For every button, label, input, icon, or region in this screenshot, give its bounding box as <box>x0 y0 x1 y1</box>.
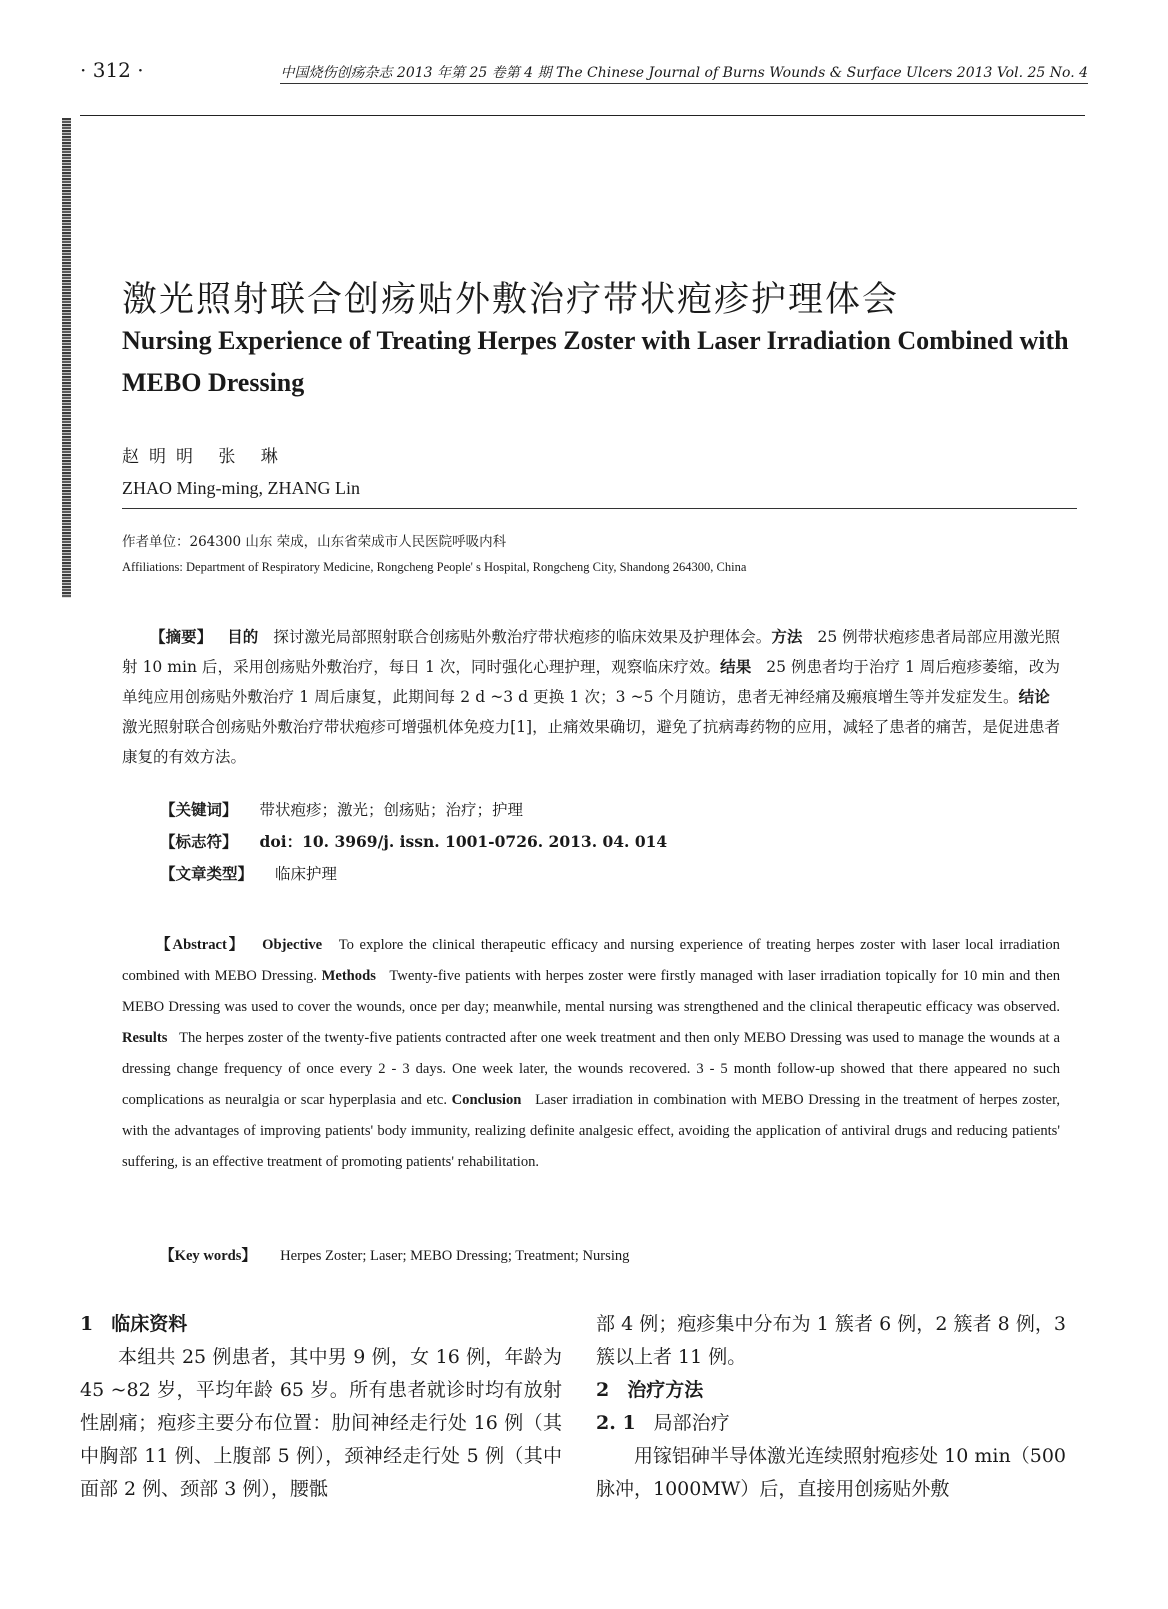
section-1-paragraph: 本组共 25 例患者，其中男 9 例，女 16 例，年龄为 45 ~82 岁，平均年龄 65 岁。所有患者就诊时均有放射性剧痛；疱疹主要分布位置：肋间神经走行处 16 例（其中胸部 11 例、上腹部 5 例），颈神经走行处 5 例（其中面部 2 例、颈部 3 例），腰骶 <box>80 1346 562 1500</box>
page-number: · 312 · <box>80 58 144 82</box>
conclusion-en-text: Laser irradiation in combination with MEBO Dressing in the treatment of herpes zoster, with the advantages of improving patients' body immunity, realizing definite analgesic effect, avoiding the application of antiviral drugs and reducing patients' suffering, is an effective treatment of promoting patients' rehabilitation. <box>122 1092 1061 1170</box>
results-text: 25 例患者均于治疗 1 周后疱疹萎缩，改为单纯应用创疡贴外敷治疗 1 周后康复，此期间每 2 d ~3 d 更换 1 次；3 ~5 个月随访，患者无神经痛及瘢痕增生等并发症发生。 <box>122 658 1060 706</box>
methods-en-label: Methods <box>321 968 376 984</box>
abstract-chinese <box>122 622 1060 772</box>
section-1-heading <box>80 1308 562 1341</box>
body-column-left <box>80 1308 562 1506</box>
author-rule <box>122 508 1077 509</box>
keywords-english <box>160 1244 629 1265</box>
section-1-paragraph-cont: 部 4 例；疱疹集中分布为 1 簇者 6 例，2 簇者 8 例，3 簇以上者 11 例。 <box>596 1313 1066 1368</box>
keywords-value: 带状疱疹；激光；创疡贴；治疗；护理 <box>259 801 524 819</box>
methods-label: 方法 <box>771 627 803 646</box>
header-rule <box>80 115 1085 116</box>
body-column-right <box>596 1308 1066 1506</box>
objective-text: 探讨激光局部照射联合创疡贴外敷治疗带状疱疹的临床效果及护理体会。 <box>273 628 772 646</box>
section-2-number: 2 <box>596 1379 610 1401</box>
methods-text: 25 例带状疱疹患者局部应用激光照射 10 min 后，采用创疡贴外敷治疗，每日 1 次，同时强化心理护理，观察临床疗效。 <box>122 628 1060 676</box>
objective-en-text: To explore the clinical therapeutic efficacy and nursing experience of treating herpes zoster with laser local irradiation combined with MEBO Dressing. <box>122 937 1060 984</box>
abstract-en-label: 【Abstract】 <box>156 937 246 953</box>
authors-chinese: 赵明明 张 琳 <box>122 447 288 467</box>
objective-label: 目的 <box>227 627 259 646</box>
methods-en-text: Twenty-five patients with herpes zoster were firstly managed with laser irradiation topically for 10 min and then MEBO Dressing was used to cover the wounds, once per day; meanwhile, mental nursing was strengthened and the clinical therapeutic efficacy was observed. <box>122 968 1060 1015</box>
title-chinese: 激光照射联合创疡贴外敷治疗带状疱疹护理体会 <box>122 280 900 320</box>
conclusion-label: 结论 <box>1018 687 1050 706</box>
abstract-label: 【摘要】 <box>150 627 213 646</box>
conclusion-text: 激光照射联合创疡贴外敷治疗带状疱疹可增强机体免疫力[1]，止痛效果确切，避免了抗病毒药物的应用，减轻了患者的痛苦，是促进患者康复的有效方法。 <box>122 718 1060 766</box>
keywords-chinese <box>160 798 523 820</box>
affiliation-chinese: 作者单位：264300 山东 荣成，山东省荣成市人民医院呼吸内科 <box>122 534 507 550</box>
article-type-value: 临床护理 <box>275 865 338 883</box>
results-label: 结果 <box>720 657 752 676</box>
keywords-label: 【关键词】 <box>160 800 238 819</box>
running-header: 中国烧伤创疡杂志 2013 年第 25 卷第 4 期 The Chinese Journal of Burns Wounds & Surface Ulcers 2013 Vol. 25 No. 4 <box>280 62 1088 84</box>
doi-value: doi：10. 3969/j. issn. 1001-0726. 2013. 04. 014 <box>259 832 668 851</box>
doi-row <box>160 830 667 852</box>
section-2-1-number: 2. 1 <box>596 1412 636 1434</box>
section-2-1-heading <box>596 1407 1066 1440</box>
section-2-heading <box>596 1374 1066 1407</box>
keywords-en-value: Herpes Zoster; Laser; MEBO Dressing; Treatment; Nursing <box>280 1248 630 1264</box>
results-en-text: The herpes zoster of the twenty-five patients contracted after one week treatment and then only MEBO Dressing was used to manage the wounds at a dressing change frequency of once every 2 - 3 days. One week later, the wounds recovered. 3 - 5 month follow-up showed that there appeared no such complications as neuralgia or scar hyperplasia and etc. <box>122 1030 1060 1108</box>
article-type-row <box>160 862 337 884</box>
keywords-en-label: 【Key words】 <box>160 1248 257 1264</box>
conclusion-en-label: Conclusion <box>451 1092 522 1108</box>
section-2-1-title: 局部治疗 <box>653 1412 730 1434</box>
article-type-label: 【文章类型】 <box>160 864 254 883</box>
affiliation-english: Affiliations: Department of Respiratory Medicine, Rongcheng People' s Hospital, Rongcheng City, Shandong 264300, China <box>122 560 747 574</box>
authors-english: ZHAO Ming-ming, ZHANG Lin <box>122 478 360 498</box>
title-english: Nursing Experience of Treating Herpes Zoster with Laser Irradiation Combined with MEBO Dressing <box>122 326 1069 397</box>
objective-en-label: Objective <box>262 937 323 953</box>
section-2-title: 治疗方法 <box>627 1379 704 1401</box>
section-1-number: 1 <box>80 1313 94 1335</box>
section-1-title: 临床资料 <box>111 1313 188 1335</box>
binding-strip <box>62 118 71 598</box>
results-en-label: Results <box>122 1030 168 1046</box>
doi-label: 【标志符】 <box>160 832 238 851</box>
section-2-1-paragraph: 用镓铝砷半导体激光连续照射疱疹处 10 min（500 脉冲，1000MW）后，直接用创疡贴外敷 <box>596 1445 1066 1500</box>
abstract-english <box>122 930 1060 1178</box>
